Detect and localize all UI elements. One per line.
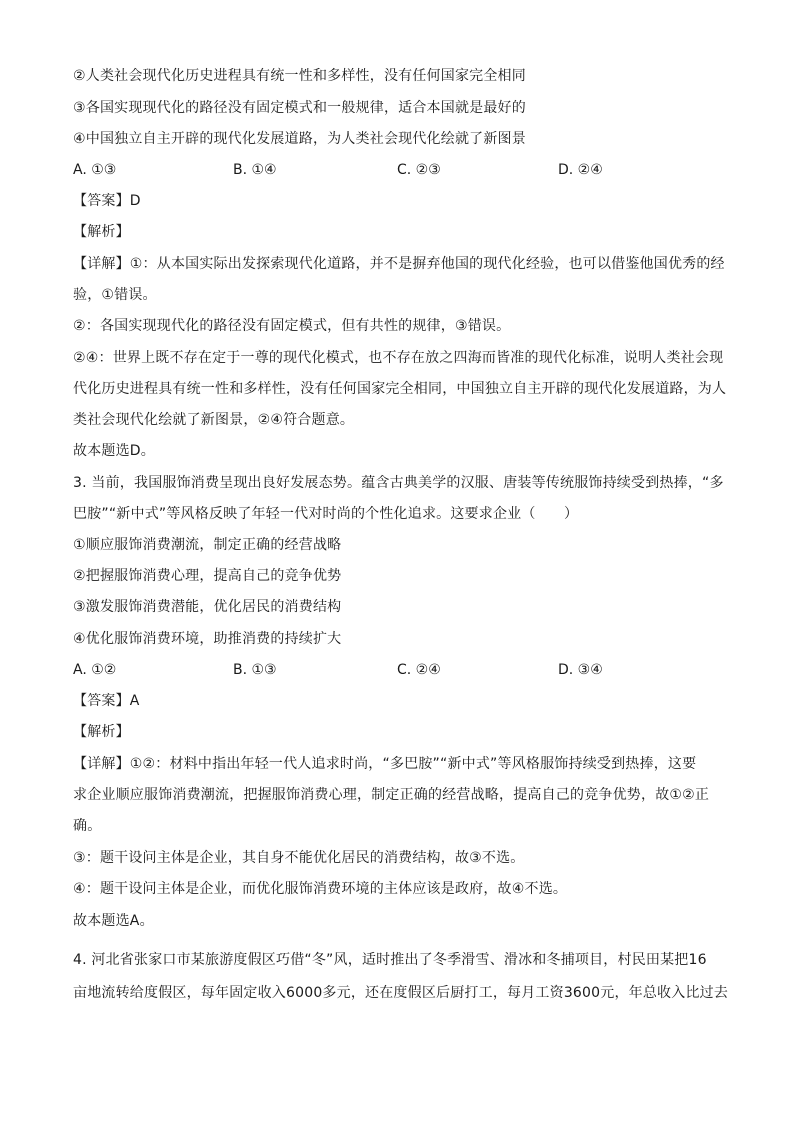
q3-option-b: B. ①③ [233, 662, 277, 678]
q3-detail-line: ④：题干设问主体是企业，而优化服饰消费环境的主体应该是政府，故④不选。 [73, 881, 568, 897]
q2-detail-line: ②④：世界上既不存在定于一尊的现代化模式，也不存在放之四海而皆准的现代化标准，说明人类社会现 [73, 350, 724, 366]
q2-conclusion: 故本题选D。 [73, 443, 155, 459]
q2-answer: 【答案】D [73, 193, 141, 209]
q2-detail-line: 类社会现代化绘就了新图景，②④符合题意。 [73, 412, 355, 428]
q3-conclusion: 故本题选A。 [73, 913, 154, 929]
q3-options [73, 660, 723, 680]
q3-statement-2: ②把握服饰消费心理，提高自己的竞争优势 [73, 568, 342, 584]
q2-statement-2: ②人类社会现代化历史进程具有统一性和多样性，没有任何国家完全相同 [73, 68, 526, 84]
q2-detail-line: 【详解】①：从本国实际出发探索现代化道路，并不是摒弃他国的现代化经验，也可以借鉴他国优秀的经 [73, 256, 725, 272]
q2-option-c: C. ②③ [397, 162, 441, 178]
q2-statement-3: ③各国实现现代化的路径没有固定模式和一般规律，适合本国就是最好的 [73, 100, 526, 116]
q2-option-d: D. ②④ [558, 162, 603, 178]
q3-detail-line: 求企业顺应服饰消费潮流，把握服饰消费心理，制定正确的经营战略，提高自己的竞争优势，故①②正 [73, 787, 710, 803]
q3-option-d: D. ③④ [558, 662, 603, 678]
q3-stem-line: 巴胺”“新中式”等风格反映了年轻一代对时尚的个性化追求。这要求企业（ ） [73, 506, 579, 522]
q2-analysis-label: 【解析】 [73, 224, 130, 240]
q3-statement-3: ③激发服饰消费潜能，优化居民的消费结构 [73, 599, 342, 615]
q4-stem-line: 亩地流转给度假区，每年固定收入6000多元，还在度假区后厨打工，每月工资3600元，年总收入比过去 [73, 985, 729, 1001]
q2-detail-line: 验，①错误。 [73, 287, 157, 303]
q2-statement-4: ④中国独立自主开辟的现代化发展道路，为人类社会现代化绘就了新图景 [73, 131, 526, 147]
q3-stem-line: 3. 当前，我国服饰消费呈现出良好发展态势。蕴含古典美学的汉服、唐装等传统服饰持续受到热捧，“多 [73, 475, 724, 491]
q2-options [73, 160, 723, 180]
q2-detail-line: ②：各国实现现代化的路径没有固定模式，但有共性的规律，③错误。 [73, 318, 511, 334]
q3-detail-line: ③：题干设问主体是企业，其自身不能优化居民的消费结构，故③不选。 [73, 850, 525, 866]
q3-detail-line: 【详解】①②：材料中指出年轻一代人追求时尚，“多巴胺”“新中式”等风格服饰持续受到热捧，这要 [73, 756, 697, 772]
q2-option-a: A. ①③ [73, 162, 117, 178]
q3-statement-1: ①顺应服饰消费潮流，制定正确的经营战略 [73, 537, 342, 553]
q3-detail-line: 确。 [73, 818, 102, 834]
q3-answer: 【答案】A [73, 693, 140, 709]
q3-statement-4: ④优化服饰消费环境，助推消费的持续扩大 [73, 631, 342, 647]
q2-option-b: B. ①④ [233, 162, 277, 178]
q3-analysis-label: 【解析】 [73, 724, 130, 740]
q4-stem-line: 4. 河北省张家口市某旅游度假区巧借“冬”风，适时推出了冬季滑雪、滑冰和冬捕项目，村民田某把16 [73, 952, 707, 968]
q3-option-a: A. ①② [73, 662, 117, 678]
q2-detail-line: 代化历史进程具有统一性和多样性，没有任何国家完全相同，中国独立自主开辟的现代化发展道路，为人 [73, 381, 727, 397]
q3-option-c: C. ②④ [397, 662, 441, 678]
